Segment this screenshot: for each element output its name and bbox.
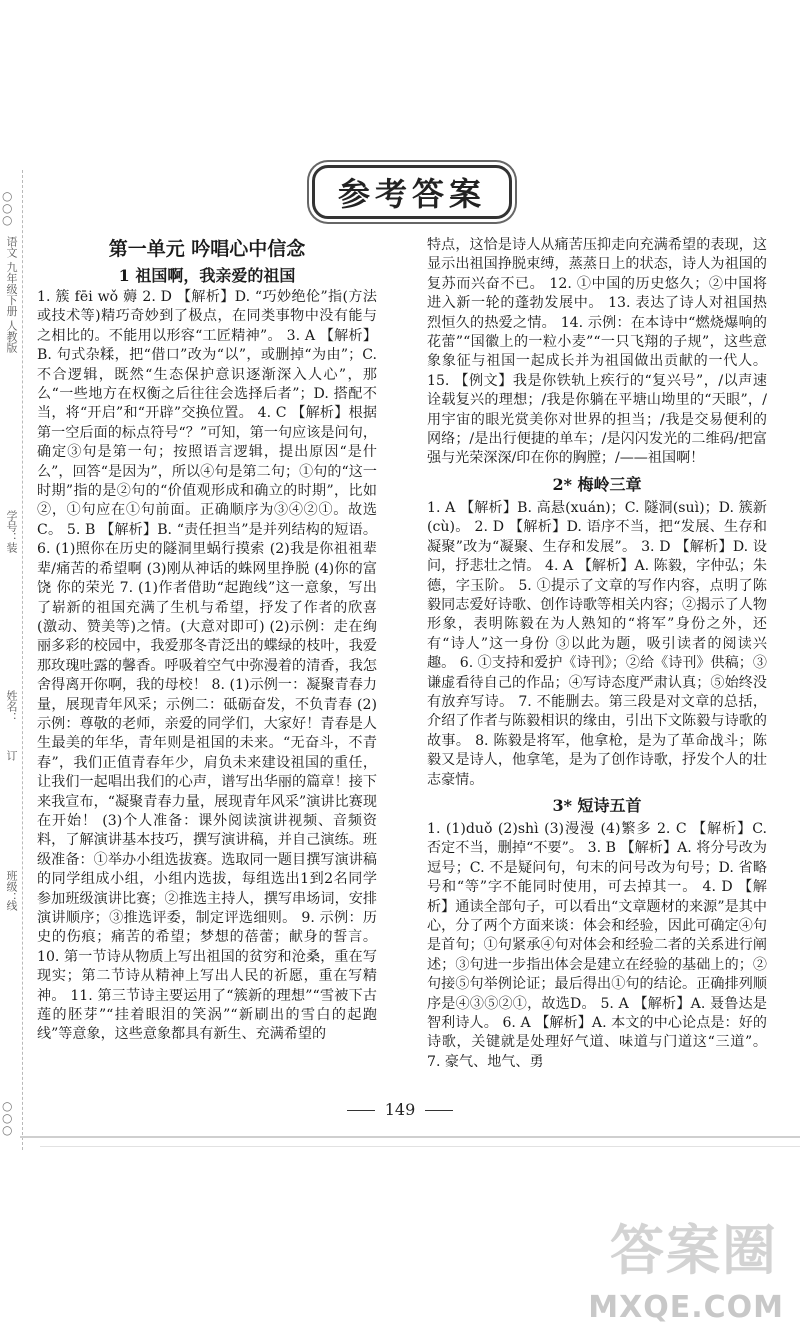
right-column [427, 236, 767, 1072]
bottom-divider-thin [40, 1146, 800, 1147]
unit-title: 第一单元 吟唱心中信念 [108, 238, 306, 260]
watermark-logo-text: 答案圈 [610, 1219, 778, 1282]
section-2-answers: 1. A 【解析】B. 高悬(xuán)；C. 隧洞(suì)；D. 簇新(cù)。 2. D 【解析】D. 语序不当，把“发展、生存和凝聚”改为“凝聚、生存和发展”。 3. D 【解析】D. 设问，抒悲壮之情。 4. A 【解析】A. 陈毅，字仲弘；朱德，字玉阶。 5. ①提示了文章的写作内容，点明了陈毅同志爱好诗歌、创作诗歌等相关内容；②揭示了人物形象，表明陈毅在为人熟知的“将军”身份之外，还有“诗人”这一身份 ③以此为题，吸引读者的阅读兴趣。 6. ①支持和爱护《诗刊》；②给《诗刊》供稿；③谦虚看待自己的作品；④写诗态度严肃认真；⑤始终没有放弃写诗。 7. 不能删去。第三段是对文章的总括，介绍了作者与陈毅相识的缘由，引出下文陈毅与诗歌的故事。 8. 陈毅是将军，他拿枪，是为了革命战斗；陈毅又是诗人，他拿笔，是为了创作诗歌，抒发个人的壮志豪情。 [427, 499, 767, 788]
page-number: 149 [0, 1100, 800, 1119]
student-name-label: 姓名： [5, 690, 18, 723]
section-1-answers: 1. 簇 fēi wǒ 薅 2. D 【解析】D. “巧妙绝伦”指(方法或技术等)精巧奇妙到了极点，在同类事物中没有能与之相比的。不能用以形容“工匠精神”。 3. A 【解析】B. 句式杂糅，把“借口”改为“以”，或删掉“为由”；C. 不合逻辑，既然“生态保护意识逐渐深入人心”，那么“一些地方在权衡之后往往会选择后者”；D. 搭配不当，将“开启”和“开辟”交换位置。 4. C 【解析】根据第一空后面的标点符号“？”可知，第一句应该是问句，确定③句是第一句；按照语言逻辑，提出原因“是什么”，回答“是因为”，所以④句是第二句；①句的“这一时期”指的是②句的“价值观形成和确立的时期”，比如②，①句应在①句前面。正确顺序为③④②①。故选C。 5. B 【解析】B. “责任担当”是并列结构的短语。 6. (1)照你在历史的隧洞里蜗行摸索 (2)我是你祖祖辈辈/痛苦的希望啊 (3)刚从神话的蛛网里挣脱 (4)你的富饶 你的荣光 7. (1)作者借助“起跑线”这一意象，写出了崭新的祖国充满了生机与希望，抒发了作者的欣喜(激动、赞美等)之情。(大意对即可) (2)示例：走在绚丽多彩的校园中，我爱那冬青泛出的蝶绿的枝叶，我爱那玫瑰吐露的馨香。呼吸着空气中弥漫着的清香，我怎舍得离开你啊，我的母校！ 8. (1)示例一：凝聚青春力量，展现青年风采；示例二：砥砺奋发，不负青春 (2)示例：尊敬的老师，亲爱的同学们，大家好！青春是人生最美的年华，青年则是祖国的未来。“无奋斗，不青春”，我们正值青春年少，肩负未来建设祖国的重任，让我们一起唱出我们的心声，谱写出华丽的篇章！接下来我宣布，“凝聚青春力量，展现青年风采”演讲比赛现在开始！ (3)个人准备：课外阅读演讲视频、音频资料，了解演讲基本技巧，撰写演讲稿，并自己演练。班级准备：①举办小组选拔赛。选取同一题目撰写演讲稿的同学组成小组，小组内选拔，每组选出1到2名同学参加班级演讲比赛；②推选主持人，撰写串场词，安排演讲顺序；③推选评委，制定评选细则。 9. 示例：历史的伤痕；痛苦的希望；梦想的蓓蕾；献身的誓言。 10. 第一节诗从物质上写出祖国的贫穷和沧桑，重在写现实；第二节诗从精神上写出人民的祈愿，重在写精神。 11. 第三节诗主要运用了“簇新的理想”“雪被下古莲的胚芽”“挂着眼泪的笑涡”“新刷出的雪白的起跑线”等意象，这些意象都具有新生、充满希望的 [37, 289, 377, 1043]
student-number-label: 学号： [5, 510, 18, 543]
section-title-2: 2* 梅岭三章 [552, 474, 642, 494]
decor-circles-bottom: ○ ○ ○ [2, 1099, 13, 1137]
section-title-1: 1 祖国啊，我亲爱的祖国 [118, 266, 296, 285]
section-1-answers-continued: 特点，这恰是诗人从痛苦压抑走向充满希望的表现，这显示出祖国挣脱束缚，蒸蒸日上的状态，诗人为祖国的复苏而兴奋不已。 12. ①中国的历史悠久；②中国将进入新一轮的蓬勃发展中。 13. 表达了诗人对祖国热烈恒久的热爱之情。 14. 示例：在本诗中“燃烧爆响的花蕾”“国徽上的一粒小麦”“一只飞翔的子规”，这些意象象征与祖国一起成长并为祖国做出贡献的一代人。 15. 【例文】我是你铁轨上疾行的“复兴号”，/以声速诠载复兴的理想；/我是你躺在平塘山坳里的“天眼”，/用宇宙的眼光赏美你对世界的担当；/我是交易便利的网络；/是出行便捷的单车；/是闪闪发光的二维码/把富强与光荣深深/印在你的胸膛；/——祖国啊！ [427, 237, 767, 467]
class-label: 班级： [5, 870, 18, 903]
banner-title: 参考答案 [337, 175, 486, 213]
decor-circles-top: ○ ○ ○ [2, 189, 13, 227]
binding-strip [0, 170, 23, 1150]
watermark-url: MXQE.COM [588, 1290, 784, 1325]
cut-mark-ding: 订 [5, 750, 18, 761]
title-banner [312, 165, 512, 219]
section-title-3: 3* 短诗五首 [552, 795, 642, 815]
left-column [37, 236, 377, 1045]
section-3-answers: 1. (1)duǒ (2)shì (3)漫漫 (4)繁多 2. C 【解析】C. 否定不当，删掉“不要”。 3. B 【解析】A. 将分号改为逗号；C. 不是疑问句，句末的问号改为句号；D. 省略号和“等”字不能同时使用，可去掉其一。 4. D 【解析】通读全部句子，可以看出“文章题材的来源”是其中心，分了两个方面来谈：体会和经验，因此可确定④句是首句；①句紧承④句对体会和经验二者的关系进行阐述；③句进一步指出体会是建立在经验的基础上的；②句接⑤句举例论证；最后得出①句的结论。正确排列顺序是④③⑤②①，故选D。 5. A 【解析】A. 聂鲁达是智利诗人。 6. A 【解析】A. 本文的中心论点是：好的诗歌，关键就是处理好气道、味道与门道这“三道”。 7. 豪气、地气、勇 [427, 820, 767, 1070]
cut-mark-zhuang: 装 [5, 542, 18, 553]
cut-mark-xian: 线 [5, 900, 18, 911]
book-label: 语文 九年级下册 人教版 [5, 236, 18, 353]
bottom-divider [20, 1136, 800, 1138]
